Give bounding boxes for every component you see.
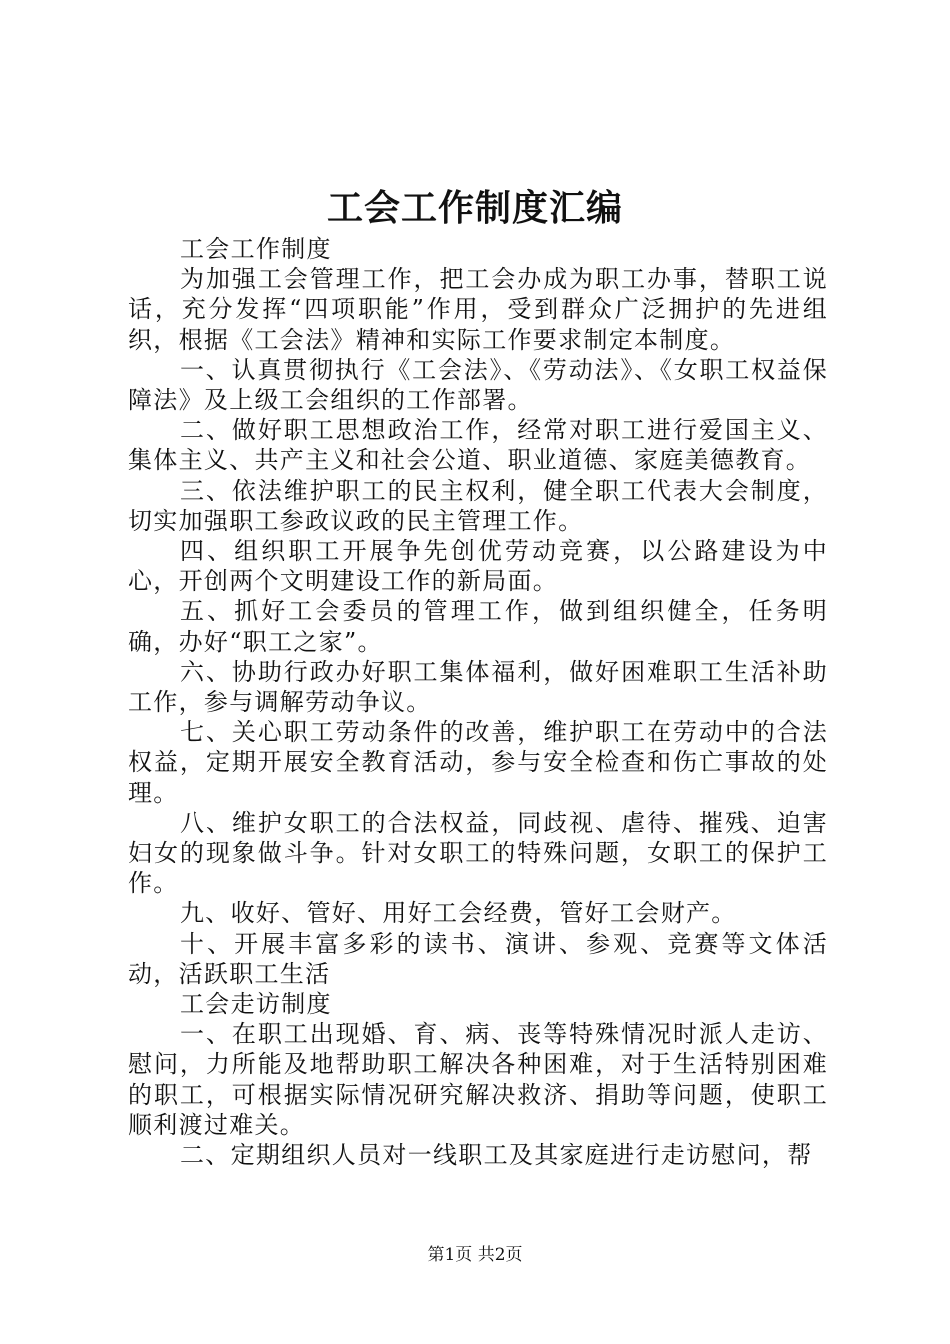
paragraph-item-8: 八、维护女职工的合法权益，同歧视、虐待、摧残、迫害妇女的现象做斗争。针对女职工的特殊问题，女职工的保护工作。 <box>128 808 828 898</box>
paragraph-item-10: 十、开展丰富多彩的读书、演讲、参观、竞赛等文体活动，活跃职工生活 <box>128 929 828 988</box>
paragraph-item-1: 一、认真贯彻执行《工会法》、《劳动法》、《女职工权益保障法》及上级工会组织的工作部署。 <box>128 355 828 415</box>
section-heading-work-system: 工会工作制度 <box>180 235 332 263</box>
paragraph-item-2: 二、做好职工思想政治工作，经常对职工进行爱国主义、集体主义、共产主义和社会公道、职业道德、家庭美德教育。 <box>128 416 828 475</box>
paragraph-item-5: 五、抓好工会委员的管理工作，做到组织健全，任务明确，办好“职工之家”。 <box>128 597 828 656</box>
paragraph-item-3: 三、依法维护职工的民主权利，健全职工代表大会制度，切实加强职工参政议政的民主管理工作。 <box>128 476 828 535</box>
paragraph-item-9: 九、收好、管好、用好工会经费，管好工会财产。 <box>180 899 737 928</box>
paragraph-visit-item-2: 二、定期组织人员对一线职工及其家庭进行走访慰问，帮 <box>180 1141 813 1170</box>
paragraph-intro: 为加强工会管理工作，把工会办成为职工办事，替职工说话，充分发挥“四项职能”作用，受到群众广泛拥护的先进组织，根据《工会法》精神和实际工作要求制定本制度。 <box>128 265 828 354</box>
document-body <box>128 234 828 1170</box>
paragraph-item-4: 四、组织职工开展争先创优劳动竞赛，以公路建设为中心，开创两个文明建设工作的新局面。 <box>128 537 828 596</box>
document-title: 工会工作制度汇编 <box>326 187 623 229</box>
section-heading-visit-system: 工会走访制度 <box>180 990 332 1019</box>
paragraph-item-7: 七、关心职工劳动条件的改善，维护职工在劳动中的合法权益，定期开展安全教育活动，参与安全检查和伤亡事故的处理。 <box>128 718 828 807</box>
paragraph-visit-item-1: 一、在职工出现婚、育、病、丧等特殊情况时派人走访、慰问，力所能及地帮助职工解决各种困难，对于生活特别困难的职工，可根据实际情况研究解决救济、捐助等问题，使职工顺利渡过难关。 <box>128 1020 828 1139</box>
paragraph-item-6: 六、协助行政办好职工集体福利，做好困难职工生活补助工作，参与调解劳动争议。 <box>128 657 828 717</box>
page-footer: 第1页 共2页 <box>427 1245 523 1265</box>
